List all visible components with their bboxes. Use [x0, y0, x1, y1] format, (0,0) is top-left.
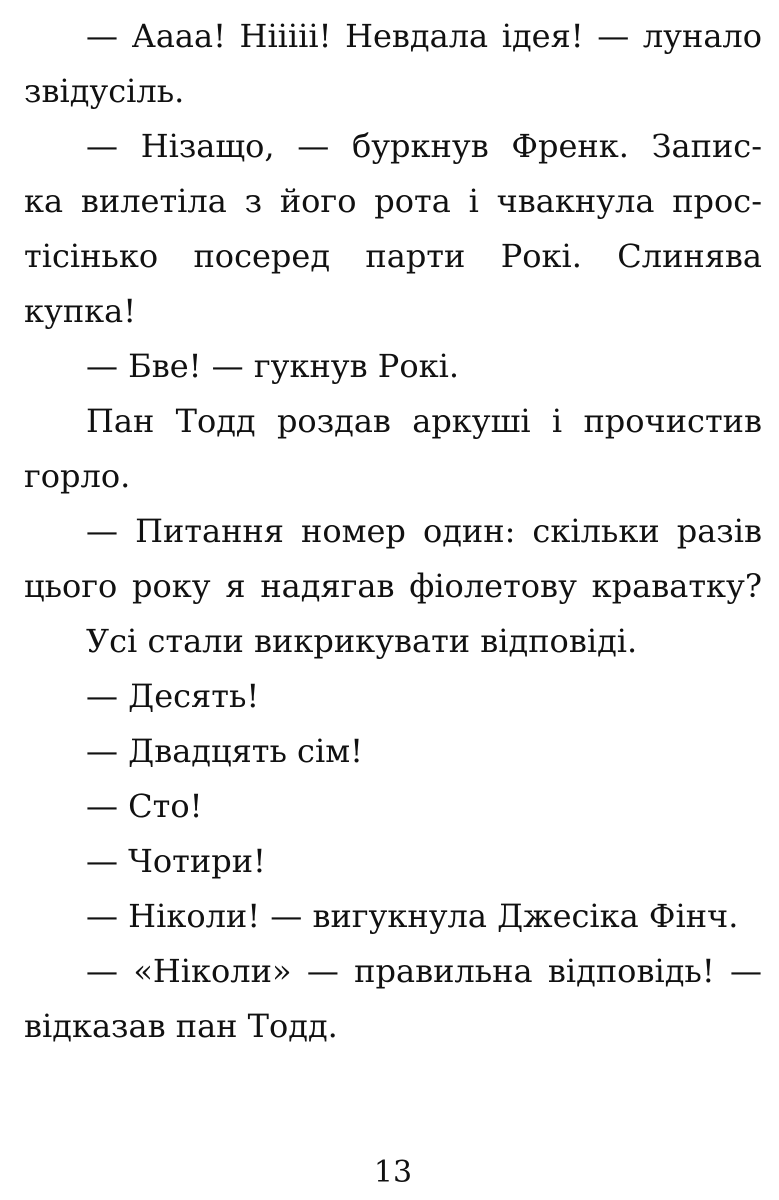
text-line: — «Ніколи» — правильна відповідь! —: [86, 952, 762, 990]
text-line: горло.: [24, 457, 131, 495]
text-line: тісінько посеред парти Рокі. Слинява: [24, 237, 762, 275]
text-line: — Аааа! Нііііі! Невдала ідея! — лунало: [86, 17, 762, 55]
text-line: — Ніколи! — вигукнула Джесіка Фінч.: [86, 897, 739, 935]
text-line: — Чотири!: [86, 842, 266, 880]
text-line: цього року я надягав фіолетову краватку?: [24, 567, 762, 605]
text-line: Пан Тодд роздав аркуші і прочистив: [86, 402, 762, 440]
text-line: відказав пан Тодд.: [24, 1007, 338, 1045]
text-line: — Сто!: [86, 787, 203, 825]
book-page: [24, 0, 762, 1200]
text-line: купка!: [24, 292, 137, 330]
page-number: 13: [373, 1155, 413, 1190]
text-line: — Нізащо, — буркнув Френк. Запис-: [86, 127, 762, 165]
text-line: — Питання номер один: скільки разів: [86, 512, 762, 550]
text-line: — Бве! — гукнув Рокі.: [86, 347, 459, 385]
text-line: Усі стали викрикувати відповіді.: [86, 622, 638, 660]
text-line: — Двадцять сім!: [86, 732, 363, 770]
text-line: звідусіль.: [24, 72, 185, 110]
text-line: ка вилетіла з його рота і чвакнула прос-: [24, 182, 762, 220]
text-line: — Десять!: [86, 677, 260, 715]
